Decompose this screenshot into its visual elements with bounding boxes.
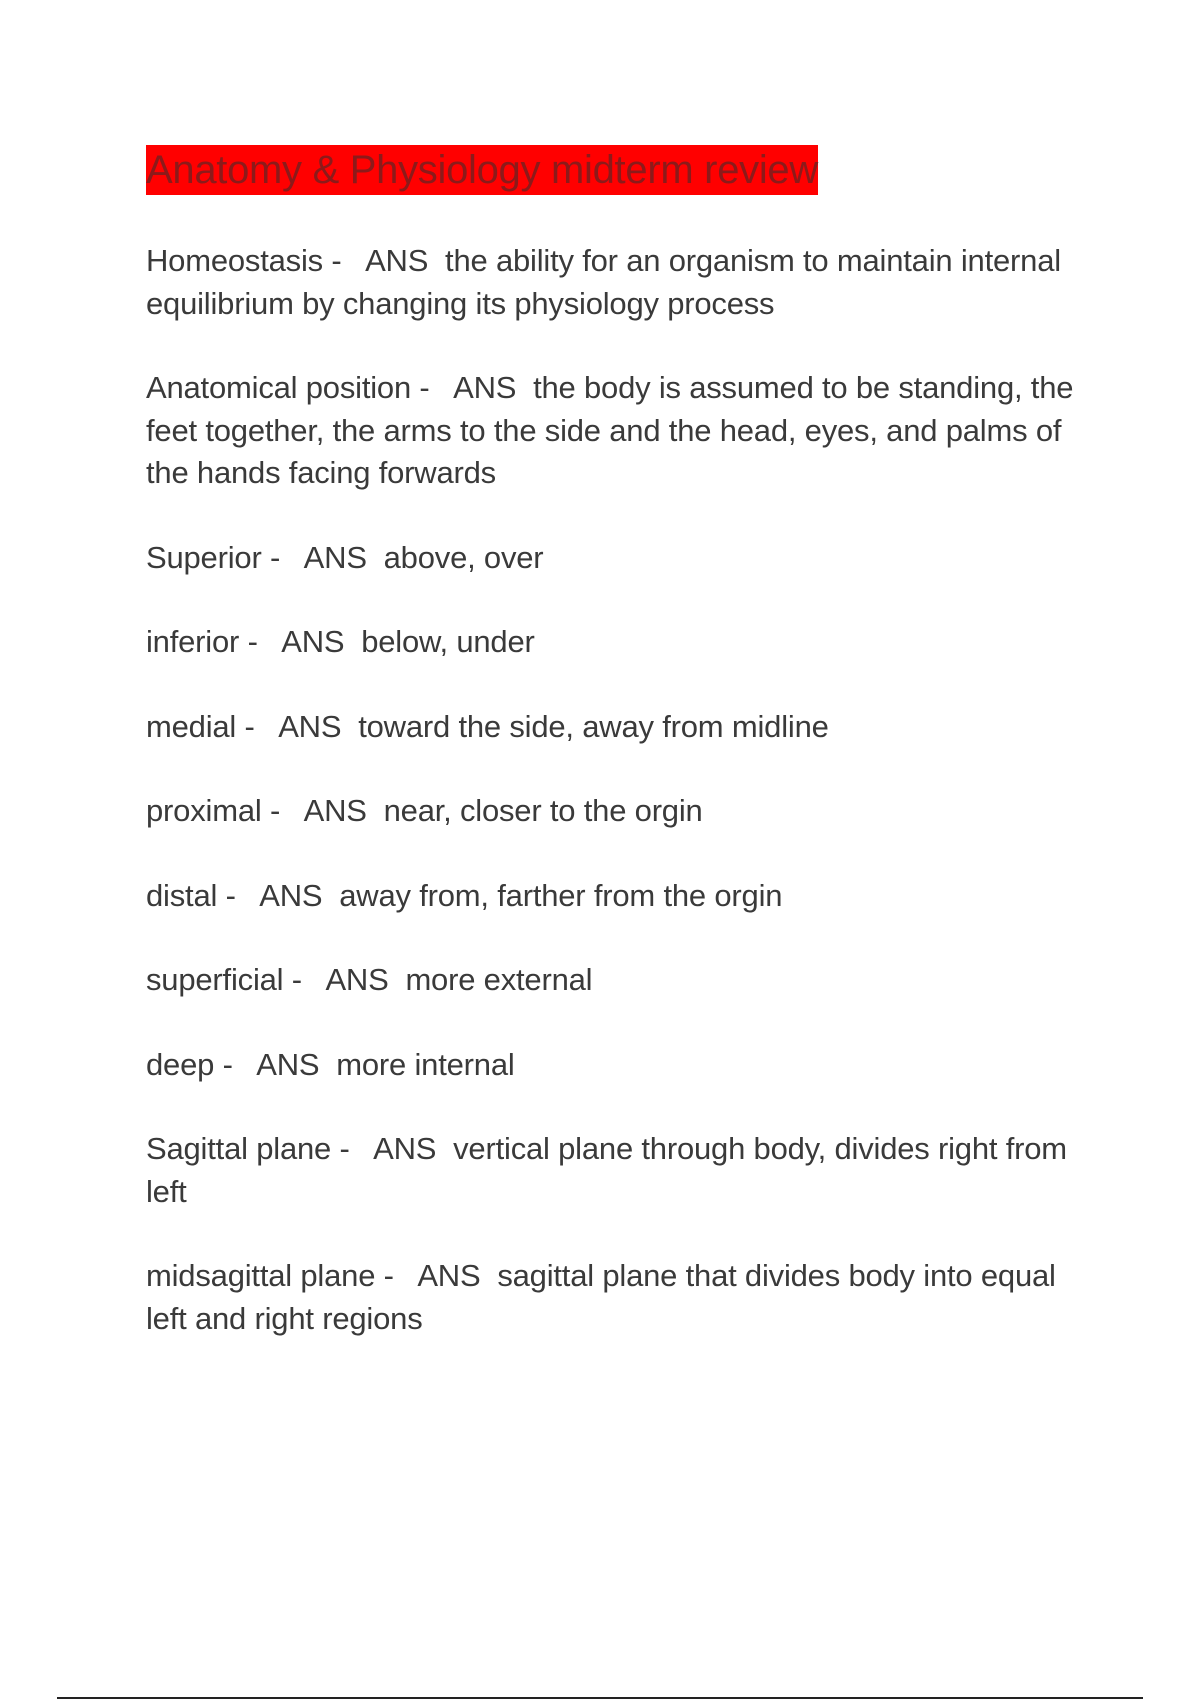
entry-definition: more internal bbox=[336, 1046, 515, 1082]
answer-marker: ANS bbox=[373, 1131, 437, 1166]
entry-definition: toward the side, away from midline bbox=[358, 708, 829, 744]
entry-definition: sagittal plane that divides body into equal left and right regions bbox=[146, 1258, 1056, 1336]
answer-marker: ANS bbox=[259, 877, 323, 913]
entry-term: inferior bbox=[146, 624, 240, 659]
entry-definition: below, under bbox=[361, 624, 535, 659]
entry-deep: deep - ANS more internal bbox=[146, 1046, 515, 1082]
entry-superficial: superficial - ANS more external bbox=[146, 962, 593, 997]
entry-term: distal bbox=[146, 877, 218, 913]
entry-midsagittal-plane: midsagittal plane - ANS sagittal plane that divides body into equal left and right regions bbox=[146, 1258, 1056, 1336]
entry-definition: vertical plane through body, divides right from left bbox=[146, 1131, 1067, 1209]
entry-distal: distal - ANS away from, farther from the orgin bbox=[146, 877, 783, 913]
entry-inferior: inferior - ANS below, under bbox=[146, 624, 535, 659]
entry-term: midsagittal plane bbox=[146, 1258, 376, 1293]
answer-marker: ANS bbox=[303, 793, 367, 828]
answer-marker: ANS bbox=[417, 1258, 481, 1293]
entry-definition: away from, farther from the orgin bbox=[339, 877, 783, 913]
document-title: Anatomy & Physiology midterm review bbox=[146, 145, 818, 195]
entry-proximal: proximal - ANS near, closer to the orgin bbox=[146, 793, 703, 828]
entry-term: Anatomical position bbox=[146, 370, 412, 405]
answer-marker: ANS bbox=[453, 370, 517, 405]
entry-sagittal-plane: Sagittal plane - ANS vertical plane through body, divides right from left bbox=[146, 1131, 1067, 1209]
answer-marker: ANS bbox=[278, 708, 342, 744]
entry-anatomical-position: Anatomical position - ANS the body is assumed to be standing, the feet together, the arms to the side and the head, eyes, and palms of the hands facing forwards bbox=[146, 370, 1074, 490]
entry-definition: the ability for an organism to maintain internal equilibrium by changing its physiology process bbox=[146, 243, 1061, 321]
entry-superior: Superior - ANS above, over bbox=[146, 539, 544, 575]
entry-definition: the body is assumed to be standing, the feet together, the arms to the side and the head, eyes, and palms of the hands facing forwards bbox=[146, 370, 1074, 490]
footer-divider bbox=[57, 1697, 1143, 1699]
entry-definition: near, closer to the orgin bbox=[383, 793, 703, 828]
entry-definition: more external bbox=[405, 962, 593, 997]
entry-term: deep bbox=[146, 1046, 215, 1082]
entry-list bbox=[146, 240, 1086, 1382]
entry-term: Superior bbox=[146, 539, 262, 575]
entry-term: Homeostasis bbox=[146, 243, 323, 278]
entry-term: proximal bbox=[146, 793, 262, 828]
answer-marker: ANS bbox=[325, 962, 389, 997]
entry-medial: medial - ANS toward the side, away from midline bbox=[146, 708, 829, 744]
entry-term: superficial bbox=[146, 962, 284, 997]
entry-term: medial bbox=[146, 708, 237, 744]
entry-definition: above, over bbox=[383, 539, 544, 575]
answer-marker: ANS bbox=[281, 624, 345, 659]
answer-marker: ANS bbox=[365, 243, 429, 278]
answer-marker: ANS bbox=[303, 539, 367, 575]
entry-homeostasis: Homeostasis - ANS the ability for an organism to maintain internal equilibrium by changing its physiology process bbox=[146, 243, 1061, 321]
entry-term: Sagittal plane bbox=[146, 1131, 332, 1166]
answer-marker: ANS bbox=[256, 1046, 320, 1082]
